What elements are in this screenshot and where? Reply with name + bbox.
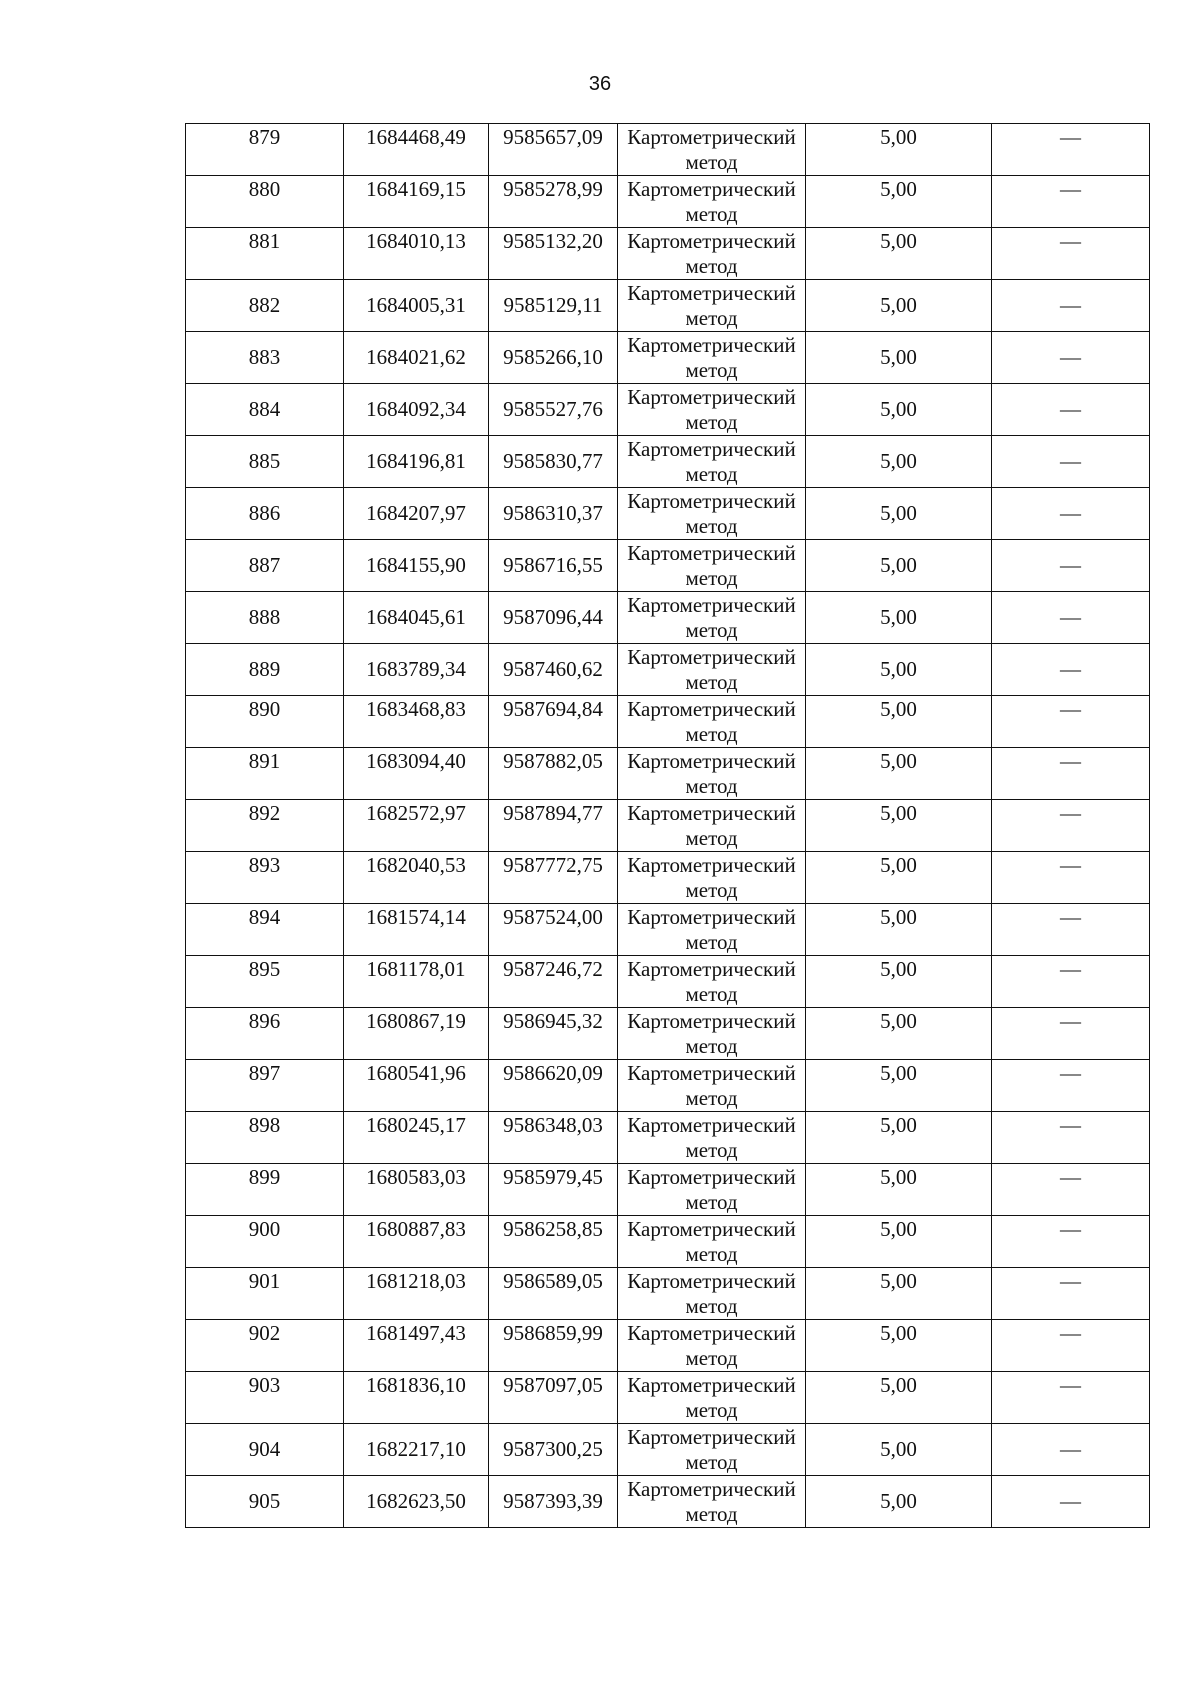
x-coordinate-cell: 1680541,96 [344, 1060, 489, 1112]
point-number-cell: 902 [186, 1320, 344, 1372]
method-line-1: Картометрический [627, 645, 796, 669]
accuracy-cell: 5,00 [806, 228, 992, 280]
table-row [186, 800, 1150, 852]
y-coordinate-cell: 9587772,75 [489, 852, 618, 904]
x-coordinate-cell: 1684155,90 [344, 540, 489, 592]
table-row [186, 696, 1150, 748]
point-number-cell: 896 [186, 1008, 344, 1060]
method-line-2: метод [685, 930, 738, 954]
point-number-cell: 890 [186, 696, 344, 748]
method-line-2: метод [685, 462, 738, 486]
method-line-1: Картометрический [627, 281, 796, 305]
method-line-1: Картометрический [627, 125, 796, 149]
method-line-2: метод [685, 1346, 738, 1370]
method-cell [618, 280, 806, 332]
note-cell: — [992, 956, 1150, 1008]
x-coordinate-cell: 1681178,01 [344, 956, 489, 1008]
point-number-cell: 892 [186, 800, 344, 852]
method-cell [618, 956, 806, 1008]
method-line-2: метод [685, 358, 738, 382]
method-line-1: Картометрический [627, 1477, 796, 1501]
y-coordinate-cell: 9586348,03 [489, 1112, 618, 1164]
method-line-1: Картометрический [627, 489, 796, 513]
note-cell: — [992, 176, 1150, 228]
table-row [186, 436, 1150, 488]
note-cell: — [992, 1320, 1150, 1372]
accuracy-cell: 5,00 [806, 1372, 992, 1424]
x-coordinate-cell: 1681497,43 [344, 1320, 489, 1372]
table-row [186, 1476, 1150, 1528]
method-cell [618, 852, 806, 904]
x-coordinate-cell: 1682623,50 [344, 1476, 489, 1528]
table-row [186, 1060, 1150, 1112]
table-row [186, 904, 1150, 956]
x-coordinate-cell: 1681574,14 [344, 904, 489, 956]
method-line-1: Картометрический [627, 1009, 796, 1033]
y-coordinate-cell: 9585132,20 [489, 228, 618, 280]
x-coordinate-cell: 1680867,19 [344, 1008, 489, 1060]
x-coordinate-cell: 1683094,40 [344, 748, 489, 800]
method-line-2: метод [685, 202, 738, 226]
table-row [186, 228, 1150, 280]
method-line-1: Картометрический [627, 333, 796, 357]
method-cell [618, 1164, 806, 1216]
method-line-2: метод [685, 150, 738, 174]
note-cell: — [992, 644, 1150, 696]
x-coordinate-cell: 1680583,03 [344, 1164, 489, 1216]
method-cell [618, 1268, 806, 1320]
y-coordinate-cell: 9585830,77 [489, 436, 618, 488]
method-line-1: Картометрический [627, 1113, 796, 1137]
table-row [186, 1008, 1150, 1060]
point-number-cell: 897 [186, 1060, 344, 1112]
method-line-2: метод [685, 878, 738, 902]
note-cell: — [992, 1424, 1150, 1476]
method-line-2: метод [685, 566, 738, 590]
method-cell [618, 1424, 806, 1476]
table-row [186, 1268, 1150, 1320]
method-cell [618, 800, 806, 852]
y-coordinate-cell: 9585657,09 [489, 124, 618, 176]
note-cell: — [992, 800, 1150, 852]
note-cell: — [992, 1112, 1150, 1164]
accuracy-cell: 5,00 [806, 384, 992, 436]
method-line-2: метод [685, 670, 738, 694]
method-line-2: метод [685, 1502, 738, 1526]
note-cell: — [992, 904, 1150, 956]
x-coordinate-cell: 1684468,49 [344, 124, 489, 176]
point-number-cell: 881 [186, 228, 344, 280]
point-number-cell: 882 [186, 280, 344, 332]
method-line-2: метод [685, 1086, 738, 1110]
accuracy-cell: 5,00 [806, 956, 992, 1008]
note-cell: — [992, 280, 1150, 332]
note-cell: — [992, 540, 1150, 592]
method-cell [618, 332, 806, 384]
x-coordinate-cell: 1680245,17 [344, 1112, 489, 1164]
table-body [186, 124, 1150, 1528]
table-row [186, 176, 1150, 228]
table-row [186, 540, 1150, 592]
y-coordinate-cell: 9587524,00 [489, 904, 618, 956]
method-cell [618, 540, 806, 592]
method-line-1: Картометрический [627, 905, 796, 929]
method-cell [618, 644, 806, 696]
method-line-2: метод [685, 1398, 738, 1422]
method-line-1: Картометрический [627, 1373, 796, 1397]
note-cell: — [992, 1268, 1150, 1320]
accuracy-cell: 5,00 [806, 124, 992, 176]
method-line-2: метод [685, 618, 738, 642]
method-cell [618, 1060, 806, 1112]
x-coordinate-cell: 1682572,97 [344, 800, 489, 852]
method-line-1: Картометрический [627, 1061, 796, 1085]
point-number-cell: 886 [186, 488, 344, 540]
note-cell: — [992, 384, 1150, 436]
method-line-2: метод [685, 306, 738, 330]
x-coordinate-cell: 1684196,81 [344, 436, 489, 488]
note-cell: — [992, 488, 1150, 540]
y-coordinate-cell: 9586716,55 [489, 540, 618, 592]
y-coordinate-cell: 9587894,77 [489, 800, 618, 852]
note-cell: — [992, 1372, 1150, 1424]
method-cell [618, 1320, 806, 1372]
y-coordinate-cell: 9587096,44 [489, 592, 618, 644]
note-cell: — [992, 124, 1150, 176]
x-coordinate-cell: 1684005,31 [344, 280, 489, 332]
y-coordinate-cell: 9586258,85 [489, 1216, 618, 1268]
method-cell [618, 1372, 806, 1424]
accuracy-cell: 5,00 [806, 1216, 992, 1268]
accuracy-cell: 5,00 [806, 176, 992, 228]
method-line-1: Картометрический [627, 177, 796, 201]
accuracy-cell: 5,00 [806, 904, 992, 956]
method-line-2: метод [685, 1294, 738, 1318]
method-cell [618, 124, 806, 176]
method-cell [618, 696, 806, 748]
accuracy-cell: 5,00 [806, 1268, 992, 1320]
point-number-cell: 888 [186, 592, 344, 644]
note-cell: — [992, 332, 1150, 384]
accuracy-cell: 5,00 [806, 1476, 992, 1528]
method-line-2: метод [685, 826, 738, 850]
point-number-cell: 880 [186, 176, 344, 228]
point-number-cell: 898 [186, 1112, 344, 1164]
method-line-1: Картометрический [627, 593, 796, 617]
method-line-2: метод [685, 254, 738, 278]
table-row [186, 1424, 1150, 1476]
point-number-cell: 893 [186, 852, 344, 904]
point-number-cell: 899 [186, 1164, 344, 1216]
note-cell: — [992, 852, 1150, 904]
y-coordinate-cell: 9585266,10 [489, 332, 618, 384]
table-row [186, 1216, 1150, 1268]
accuracy-cell: 5,00 [806, 1008, 992, 1060]
accuracy-cell: 5,00 [806, 800, 992, 852]
method-cell [618, 228, 806, 280]
table-row [186, 488, 1150, 540]
point-number-cell: 904 [186, 1424, 344, 1476]
method-line-1: Картометрический [627, 1425, 796, 1449]
method-cell [618, 384, 806, 436]
accuracy-cell: 5,00 [806, 696, 992, 748]
method-line-2: метод [685, 1190, 738, 1214]
method-line-2: метод [685, 1138, 738, 1162]
table-row [186, 956, 1150, 1008]
x-coordinate-cell: 1684169,15 [344, 176, 489, 228]
accuracy-cell: 5,00 [806, 332, 992, 384]
method-line-1: Картометрический [627, 957, 796, 981]
method-line-2: метод [685, 1450, 738, 1474]
y-coordinate-cell: 9587694,84 [489, 696, 618, 748]
method-line-1: Картометрический [627, 1321, 796, 1345]
method-line-2: метод [685, 1242, 738, 1266]
note-cell: — [992, 436, 1150, 488]
y-coordinate-cell: 9586859,99 [489, 1320, 618, 1372]
y-coordinate-cell: 9586589,05 [489, 1268, 618, 1320]
table-row [186, 332, 1150, 384]
method-cell [618, 488, 806, 540]
method-line-1: Картометрический [627, 541, 796, 565]
y-coordinate-cell: 9585527,76 [489, 384, 618, 436]
table-row [186, 1372, 1150, 1424]
accuracy-cell: 5,00 [806, 436, 992, 488]
method-line-2: метод [685, 514, 738, 538]
x-coordinate-cell: 1682217,10 [344, 1424, 489, 1476]
y-coordinate-cell: 9587097,05 [489, 1372, 618, 1424]
note-cell: — [992, 228, 1150, 280]
note-cell: — [992, 592, 1150, 644]
accuracy-cell: 5,00 [806, 488, 992, 540]
method-line-1: Картометрический [627, 1269, 796, 1293]
table-row [186, 852, 1150, 904]
x-coordinate-cell: 1684092,34 [344, 384, 489, 436]
point-number-cell: 891 [186, 748, 344, 800]
method-line-2: метод [685, 1034, 738, 1058]
table-row [186, 644, 1150, 696]
method-line-2: метод [685, 774, 738, 798]
y-coordinate-cell: 9587882,05 [489, 748, 618, 800]
x-coordinate-cell: 1680887,83 [344, 1216, 489, 1268]
method-cell [618, 1112, 806, 1164]
point-number-cell: 894 [186, 904, 344, 956]
method-cell [618, 176, 806, 228]
accuracy-cell: 5,00 [806, 1424, 992, 1476]
y-coordinate-cell: 9587393,39 [489, 1476, 618, 1528]
accuracy-cell: 5,00 [806, 592, 992, 644]
y-coordinate-cell: 9585979,45 [489, 1164, 618, 1216]
point-number-cell: 887 [186, 540, 344, 592]
accuracy-cell: 5,00 [806, 748, 992, 800]
method-cell [618, 1216, 806, 1268]
y-coordinate-cell: 9587460,62 [489, 644, 618, 696]
method-line-1: Картометрический [627, 697, 796, 721]
table-row [186, 124, 1150, 176]
method-line-1: Картометрический [627, 749, 796, 773]
accuracy-cell: 5,00 [806, 1060, 992, 1112]
x-coordinate-cell: 1682040,53 [344, 852, 489, 904]
x-coordinate-cell: 1681218,03 [344, 1268, 489, 1320]
point-number-cell: 885 [186, 436, 344, 488]
table-row [186, 1164, 1150, 1216]
method-cell [618, 436, 806, 488]
page-number: 36 [588, 73, 612, 95]
note-cell: — [992, 748, 1150, 800]
y-coordinate-cell: 9586620,09 [489, 1060, 618, 1112]
method-cell [618, 1008, 806, 1060]
accuracy-cell: 5,00 [806, 1164, 992, 1216]
table-row [186, 384, 1150, 436]
point-number-cell: 895 [186, 956, 344, 1008]
table-row [186, 748, 1150, 800]
accuracy-cell: 5,00 [806, 280, 992, 332]
accuracy-cell: 5,00 [806, 644, 992, 696]
table-row [186, 280, 1150, 332]
x-coordinate-cell: 1684010,13 [344, 228, 489, 280]
table-row [186, 1320, 1150, 1372]
method-cell [618, 748, 806, 800]
method-line-1: Картометрический [627, 801, 796, 825]
accuracy-cell: 5,00 [806, 1320, 992, 1372]
point-number-cell: 883 [186, 332, 344, 384]
y-coordinate-cell: 9587246,72 [489, 956, 618, 1008]
method-line-1: Картометрический [627, 437, 796, 461]
point-number-cell: 889 [186, 644, 344, 696]
point-number-cell: 879 [186, 124, 344, 176]
table-row [186, 592, 1150, 644]
method-line-1: Картометрический [627, 1217, 796, 1241]
method-line-2: метод [685, 722, 738, 746]
note-cell: — [992, 1216, 1150, 1268]
accuracy-cell: 5,00 [806, 1112, 992, 1164]
method-line-1: Картометрический [627, 229, 796, 253]
point-number-cell: 884 [186, 384, 344, 436]
x-coordinate-cell: 1683789,34 [344, 644, 489, 696]
note-cell: — [992, 1476, 1150, 1528]
y-coordinate-cell: 9586310,37 [489, 488, 618, 540]
method-line-2: метод [685, 410, 738, 434]
accuracy-cell: 5,00 [806, 540, 992, 592]
table-row [186, 1112, 1150, 1164]
method-line-1: Картометрический [627, 1165, 796, 1189]
x-coordinate-cell: 1684045,61 [344, 592, 489, 644]
point-number-cell: 903 [186, 1372, 344, 1424]
x-coordinate-cell: 1681836,10 [344, 1372, 489, 1424]
method-cell [618, 904, 806, 956]
x-coordinate-cell: 1684207,97 [344, 488, 489, 540]
method-cell [618, 1476, 806, 1528]
y-coordinate-cell: 9586945,32 [489, 1008, 618, 1060]
method-cell [618, 592, 806, 644]
note-cell: — [992, 1008, 1150, 1060]
x-coordinate-cell: 1683468,83 [344, 696, 489, 748]
accuracy-cell: 5,00 [806, 852, 992, 904]
y-coordinate-cell: 9587300,25 [489, 1424, 618, 1476]
method-line-2: метод [685, 982, 738, 1006]
point-number-cell: 901 [186, 1268, 344, 1320]
method-line-1: Картометрический [627, 853, 796, 877]
point-number-cell: 900 [186, 1216, 344, 1268]
coordinates-table [185, 123, 1150, 1528]
y-coordinate-cell: 9585129,11 [489, 280, 618, 332]
note-cell: — [992, 1164, 1150, 1216]
note-cell: — [992, 696, 1150, 748]
note-cell: — [992, 1060, 1150, 1112]
point-number-cell: 905 [186, 1476, 344, 1528]
x-coordinate-cell: 1684021,62 [344, 332, 489, 384]
method-line-1: Картометрический [627, 385, 796, 409]
y-coordinate-cell: 9585278,99 [489, 176, 618, 228]
